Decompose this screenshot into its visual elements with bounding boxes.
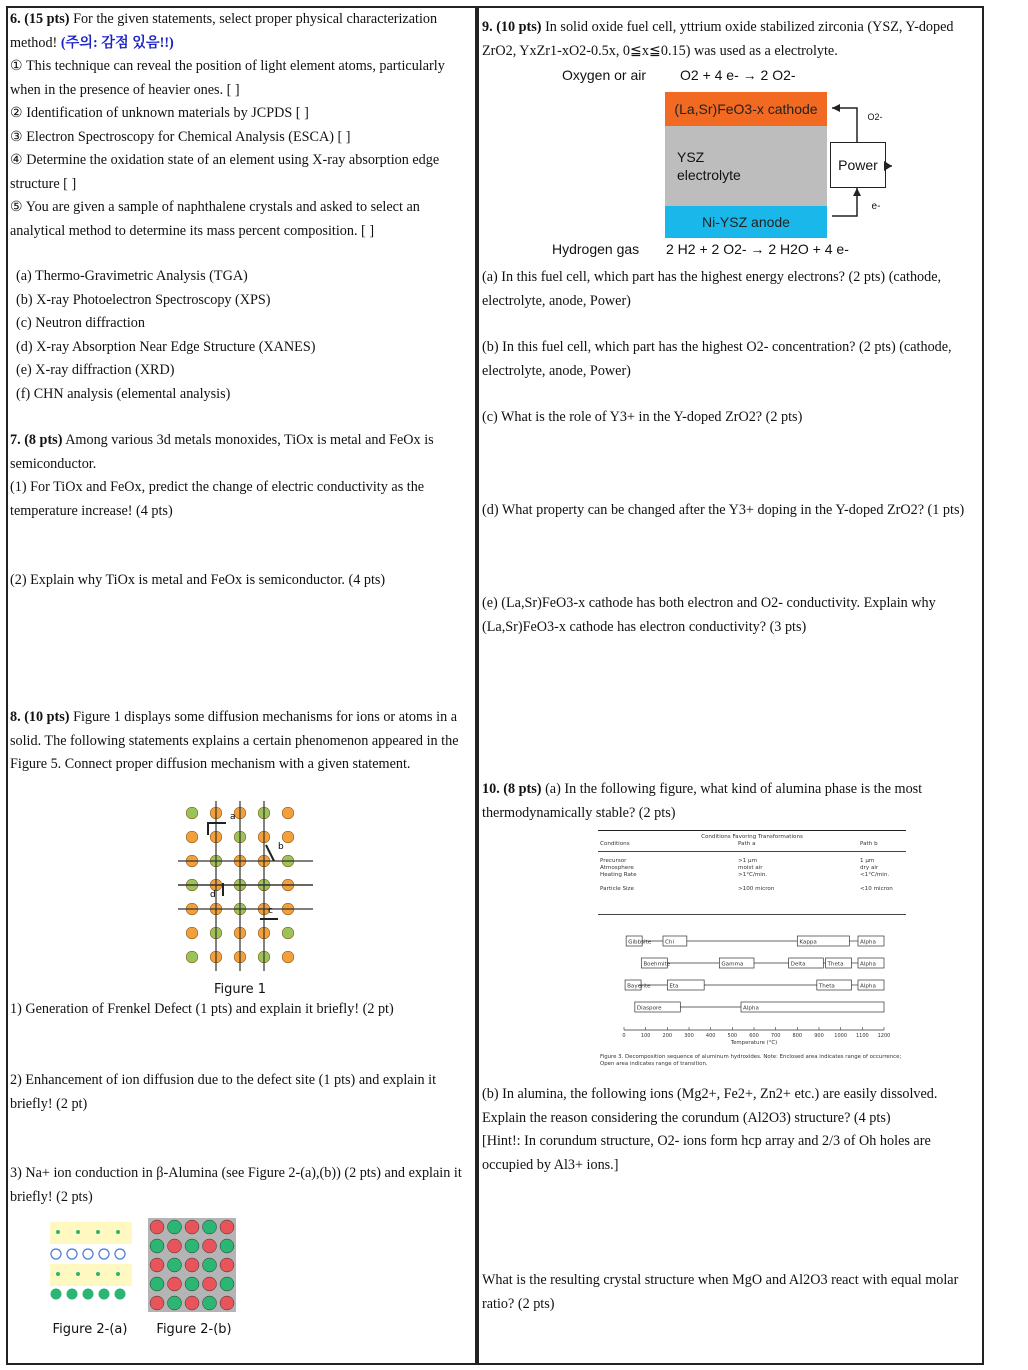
fig3-tick-label: 1000 xyxy=(834,1033,848,1039)
fig3-tick-label: 200 xyxy=(662,1033,673,1039)
electrolyte-layer xyxy=(665,126,827,206)
fig3-tick-label: 400 xyxy=(705,1033,716,1039)
q10-part-c: What is the resulting crystal structure when MgO and Al2O3 react with equal molar ratio? (2 pts) xyxy=(482,1272,959,1312)
beta-alumina-atom xyxy=(220,1239,234,1253)
figure-3-alumina-transformations xyxy=(598,828,908,1078)
fig3-table-cell: >100 micron xyxy=(738,886,775,892)
power-box: Power xyxy=(830,142,886,188)
q6-statement-5: ⑤ You are given a sample of naphthalene crystals and asked to select an analytical method to determine its mass percent composition. [ ] xyxy=(10,199,420,239)
fig3-phase-label: Delta xyxy=(790,961,806,968)
na-ion xyxy=(83,1249,93,1259)
q6-statement-3: ③ Electron Spectroscopy for Chemical Analysis (ESCA) [ ] xyxy=(10,128,351,145)
framework-ion xyxy=(99,1289,110,1300)
fig3-phase-label: Gibbsite xyxy=(628,939,652,946)
fig3-phase-label: Eta xyxy=(669,983,679,990)
fig3-phase-label: Alpha xyxy=(860,961,876,968)
q6-option-f: (f) CHN analysis (elemental analysis) xyxy=(16,385,231,402)
cathode-reaction: O2 + 4 e- → 2 O2- xyxy=(680,67,796,83)
q8-part-2: 2) Enhancement of ion diffusion due to the defect site (1 pts) and explain it briefly! (2 pt) xyxy=(10,1072,437,1112)
beta-alumina-atom xyxy=(203,1258,217,1272)
na-ion xyxy=(99,1249,109,1259)
q10-hint: [Hint!: In corundum structure, O2- ions form hcp array and 2/3 of Oh holes are occupied by Al3+ ions.] xyxy=(482,1133,931,1173)
fig3-table-cell: >1 µm xyxy=(738,858,758,864)
fig3-table-cell: <10 micron xyxy=(860,886,893,892)
spinel-block-ion xyxy=(96,1230,100,1234)
spinel-block-ion xyxy=(116,1230,120,1234)
fig1-label-b: b xyxy=(278,842,284,852)
fig3-table-cell: Precursor xyxy=(600,858,627,864)
lattice-atom xyxy=(186,951,198,963)
beta-alumina-atom xyxy=(220,1277,234,1291)
q6-option-b: (b) X-ray Photoelectron Spectroscopy (XPS) xyxy=(16,291,271,308)
anode-layer: Ni-YSZ anode xyxy=(665,206,827,238)
question-10 xyxy=(482,778,974,825)
fig3-col-conditions: Conditions xyxy=(600,841,630,847)
fig3-axis-label: Temperature (°C) xyxy=(730,1040,778,1046)
beta-alumina-atom xyxy=(185,1239,199,1253)
spinel-block-ion xyxy=(96,1272,100,1276)
fig1-label-c: c xyxy=(268,906,273,916)
beta-alumina-atom xyxy=(185,1296,199,1310)
framework-ion xyxy=(67,1289,78,1300)
q9-part-e: (e) (La,Sr)FeO3-x cathode has both electron and O2- conductivity. Explain why (La,Sr)FeO3-x cathode has electron conductivity? (3 pts) xyxy=(482,595,936,635)
beta-alumina-atom xyxy=(150,1296,164,1310)
fig3-phase-label: Boehmite xyxy=(643,961,671,968)
fig3-phase-label: Gamma xyxy=(721,961,744,968)
figure-2a-beta-alumina xyxy=(44,1216,136,1316)
q9-part-a: (a) In this fuel cell, which part has the highest energy electrons? (2 pts) (cathode, electrolyte, anode, Power) xyxy=(482,269,942,309)
electrolyte-name: YSZ xyxy=(677,149,705,165)
question-9 xyxy=(482,16,974,63)
fig3-tick-label: 1200 xyxy=(877,1033,891,1039)
fig3-table-cell: Atmosphere xyxy=(600,865,634,871)
figure-1-caption: Figure 1 xyxy=(213,982,267,997)
fig3-tick-label: 800 xyxy=(792,1033,803,1039)
fig1-label-d: d xyxy=(210,890,216,900)
q7-part-1: (1) For TiOx and FeOx, predict the change of electric conductivity as the temperature increase! (4 pts) xyxy=(10,479,425,519)
q9-part-d: (d) What property can be changed after the Y3+ doping in the Y-doped ZrO2? (1 pts) xyxy=(482,502,965,518)
q7-intro: 7. (8 pts) Among various 3d metals monoxides, TiOx is metal and FeOx is semiconductor. xyxy=(10,432,434,472)
beta-alumina-atom xyxy=(150,1220,164,1234)
fig3-phase-box xyxy=(741,1002,884,1012)
spinel-block-ion xyxy=(56,1272,60,1276)
figure-2b-beta-alumina xyxy=(148,1218,236,1312)
q8-intro: 8. (10 pts) Figure 1 displays some diffusion mechanisms for ions or atoms in a solid. The following statements explains a certain phenomenon appeared in the Figure 5. Connect proper diffusion mechanism with a given statement. xyxy=(10,709,459,772)
beta-alumina-atom xyxy=(203,1220,217,1234)
beta-alumina-atom xyxy=(203,1239,217,1253)
q6-option-d: (d) X-ray Absorption Near Edge Structure (XANES) xyxy=(16,338,316,355)
lattice-atom xyxy=(282,807,294,819)
fig3-table-cell: <1°C/min. xyxy=(860,872,890,878)
figure-2a-caption: Figure 2-(a) xyxy=(52,1322,128,1337)
beta-alumina-atom xyxy=(150,1239,164,1253)
electron-label: e- xyxy=(871,201,881,212)
lattice-atom xyxy=(186,807,198,819)
beta-alumina-atom xyxy=(185,1220,199,1234)
spinel-block-ion xyxy=(76,1230,80,1234)
fig3-col-path-a: Path a xyxy=(738,841,756,847)
na-ion xyxy=(51,1249,61,1259)
spinel-block-ion xyxy=(56,1230,60,1234)
fig3-tick-label: 900 xyxy=(814,1033,824,1039)
q6-statement-2: ② Identification of unknown materials by JCPDS [ ] xyxy=(10,105,309,121)
q10-part-b xyxy=(482,1083,974,1177)
fig3-table-cell: Particle Size xyxy=(600,886,634,892)
beta-alumina-atom xyxy=(168,1220,182,1234)
ion-label: O2- xyxy=(867,112,883,122)
q8-part-3: 3) Na+ ion conduction in β-Alumina (see Figure 2-(a),(b)) (2 pts) and explain it briefly! (2 pts) xyxy=(10,1165,462,1205)
fig3-table-cell: >1°C/min. xyxy=(738,872,768,878)
beta-alumina-atom xyxy=(185,1277,199,1291)
fig3-tick-label: 100 xyxy=(640,1033,651,1039)
fig3-phase-label: Alpha xyxy=(860,939,876,946)
q9-intro: 9. (10 pts) In solid oxide fuel cell, yttrium oxide stabilized zirconia (YSZ, Y-doped ZrO2, YxZr1-xO2-0.5x, 0≦x≦0.15) was used as a electrolyte. xyxy=(482,19,954,59)
fig3-tick-label: 500 xyxy=(727,1033,738,1039)
fig3-tick-label: 600 xyxy=(749,1033,759,1039)
framework-ion xyxy=(51,1289,62,1300)
lattice-atom xyxy=(282,831,294,843)
oxygen-label: Oxygen or air xyxy=(562,67,647,83)
na-ion xyxy=(115,1249,125,1259)
q8-part-1: 1) Generation of Frenkel Defect (1 pts) and explain it briefly! (2 pt) xyxy=(10,1001,394,1017)
fig3-table-title: Conditions Favoring Transformations xyxy=(701,834,803,840)
q6-intro: 6. (15 pts) For the given statements, select proper physical characterization method! (주의: 감점 있음!!) xyxy=(10,11,438,51)
spinel-block-ion xyxy=(76,1272,80,1276)
anode-reaction: 2 H2 + 2 O2- → 2 H2O + 4 e- xyxy=(666,241,849,257)
q6-option-a: (a) Thermo-Gravimetric Analysis (TGA) xyxy=(16,268,248,284)
beta-alumina-atom xyxy=(168,1296,182,1310)
fig3-caption: Figure 3. Decomposition sequence of aluminum hydroxides. Note: Enclosed area indicates range of occurrence; Open area indicates range of transition. xyxy=(600,1054,902,1067)
framework-ion xyxy=(115,1289,126,1300)
fig3-phase-label: Alpha xyxy=(743,1005,759,1012)
q6-option-c: (c) Neutron diffraction xyxy=(16,315,145,331)
beta-alumina-atom xyxy=(168,1239,182,1253)
beta-alumina-atom xyxy=(203,1296,217,1310)
fig3-phase-label: Chi xyxy=(665,939,675,946)
beta-alumina-atom xyxy=(185,1258,199,1272)
lattice-atom xyxy=(282,951,294,963)
fig3-phase-label: Bayerite xyxy=(627,983,651,990)
q6-statement-1: ① This technique can reveal the position of light element atoms, particularly when in the presence of heavier ones. [ ] xyxy=(10,58,445,98)
q6-option-e: (e) X-ray diffraction (XRD) xyxy=(16,362,175,378)
framework-ion xyxy=(83,1289,94,1300)
column-divider xyxy=(475,6,479,1365)
q10-b-question: (b) In alumina, the following ions (Mg2+, Fe2+, Zn2+ etc.) are easily dissolved. Explain the reason considering the corundum (Al2O3) structure? (4 pts) xyxy=(482,1086,938,1126)
beta-alumina-atom xyxy=(220,1220,234,1234)
sofc-diagram xyxy=(552,62,892,257)
beta-alumina-atom xyxy=(150,1277,164,1291)
electrolyte-word: electrolyte xyxy=(677,167,741,183)
beta-alumina-atom xyxy=(168,1258,182,1272)
fig3-table-cell: dry air xyxy=(860,865,879,871)
question-8 xyxy=(10,706,470,777)
q10-part-a: 10. (8 pts) (a) In the following figure, what kind of alumina phase is the most thermodynamically stable? (2 pts) xyxy=(482,781,923,821)
fig3-phase-label: Theta xyxy=(827,961,844,968)
fig3-phase-label: Diaspore xyxy=(636,1005,662,1012)
fig1-label-a: a xyxy=(230,812,236,822)
figure-2b-caption: Figure 2-(b) xyxy=(156,1322,232,1337)
lattice-atom xyxy=(282,927,294,939)
q7-part-2: (2) Explain why TiOx is metal and FeOx is semiconductor. (4 pts) xyxy=(10,572,386,588)
q6-options xyxy=(16,265,476,406)
fig3-tick-label: 0 xyxy=(622,1033,626,1039)
fig3-phase-label: Kappa xyxy=(799,939,817,946)
q9-part-c: (c) What is the role of Y3+ in the Y-doped ZrO2? (2 pts) xyxy=(482,409,803,425)
beta-alumina-atom xyxy=(168,1277,182,1291)
beta-alumina-atom xyxy=(220,1296,234,1310)
figure-1-lattice xyxy=(178,801,313,971)
fig3-tick-label: 1100 xyxy=(855,1033,869,1039)
spinel-block-ion xyxy=(116,1272,120,1276)
fig3-col-path-b: Path b xyxy=(860,841,878,847)
fig3-tick-label: 700 xyxy=(770,1033,781,1039)
fig3-transformation-chart xyxy=(598,928,908,1048)
fig3-table-cell: 1 µm xyxy=(860,858,875,864)
cathode-layer: (La,Sr)FeO3-x cathode xyxy=(665,92,827,126)
question-7 xyxy=(10,429,470,523)
fig3-phase-label: Alpha xyxy=(860,983,876,990)
na-ion xyxy=(67,1249,77,1259)
q9-part-b: (b) In this fuel cell, which part has the highest O2- concentration? (2 pts) (cathode, electrolyte, anode, Power) xyxy=(482,339,952,379)
beta-alumina-atom xyxy=(150,1258,164,1272)
beta-alumina-atom xyxy=(220,1258,234,1272)
fig3-table-cell: Heating Rate xyxy=(600,872,637,878)
question-6 xyxy=(10,8,470,243)
beta-alumina-atom xyxy=(203,1277,217,1291)
hydrogen-label: Hydrogen gas xyxy=(552,241,640,257)
lattice-atom xyxy=(186,927,198,939)
fig3-table-cell: moist air xyxy=(738,865,763,871)
lattice-atom xyxy=(186,831,198,843)
q6-statement-4: ④ Determine the oxidation state of an element using X-ray absorption edge structure [ ] xyxy=(10,152,440,192)
fig3-tick-label: 300 xyxy=(684,1033,694,1039)
fig3-phase-label: Theta xyxy=(818,983,835,990)
